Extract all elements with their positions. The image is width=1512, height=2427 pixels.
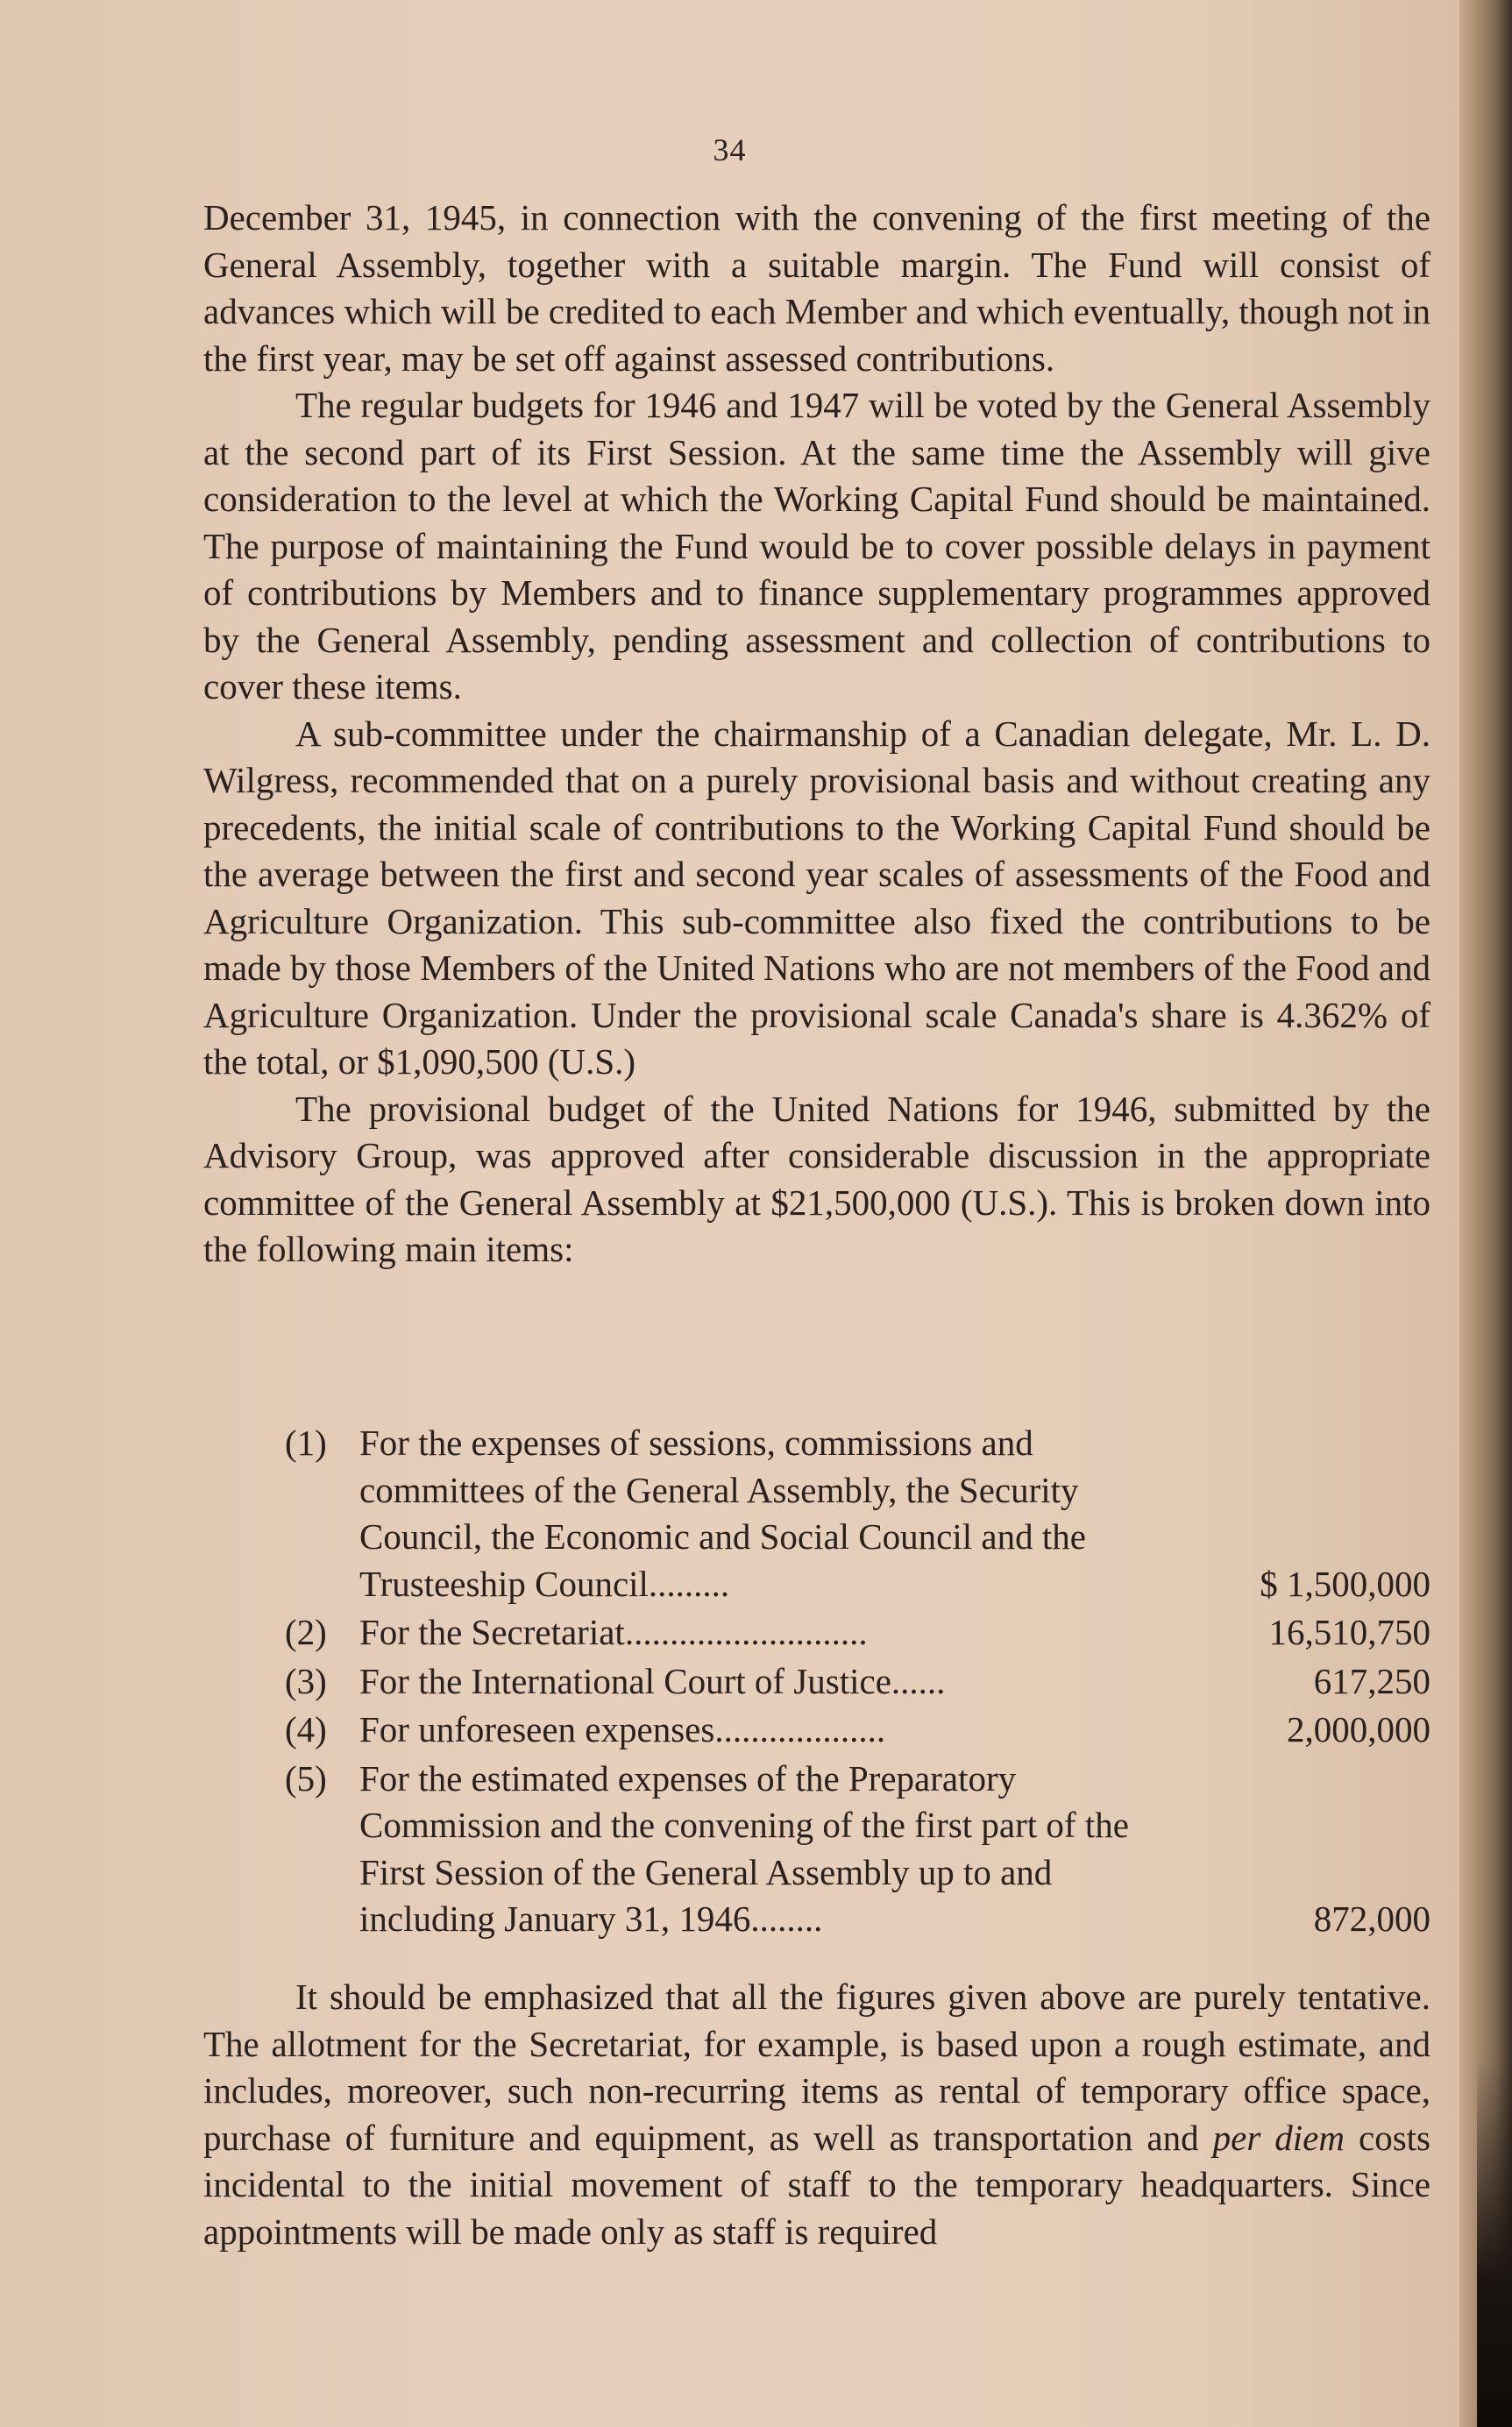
item-number: (2) — [285, 1612, 327, 1652]
item-number: (5) — [285, 1757, 327, 1799]
body-text — [203, 195, 1430, 1274]
paragraph-text-end: costs incidental to the initial movement of staff to the temporary headquarters. Since appointments will be made only as staff is required — [203, 2117, 1430, 2252]
item-amount: 2,000,000 — [1287, 1709, 1430, 1749]
budget-item — [285, 1707, 1430, 1754]
paragraph-text-start: It should be emphasized that all the figures given above are purely tentative. The allotment for the Secretariat, for example, is based upon a rough estimate, and includes, moreover, such non-recurring items as rental of temporary office space, purchase of furniture and equipment, as well as transportation and — [203, 1976, 1430, 2158]
paragraph-sub-committee: A sub-committee under the chairmanship of a Canadian delegate, Mr. L. D. Wilgress, recommended that on a purely provisional basis and without creating any precedents, the initial scale of contributions to the Working Capital Fund should be the average between the first and second year scales of assessments of the Food and Agriculture Organization. This sub-committee also fixed the contributions to be made by those Members of the United Nations who are not members of the Food and Agriculture Organization. Under the provisional scale Canada's share is 4.362% of the total, or $1,090,500 (U.S.) — [203, 713, 1430, 1082]
paragraph-tentative-figures — [203, 1974, 1430, 2255]
budget-item — [285, 1658, 1430, 1706]
budget-item — [285, 1420, 1430, 1607]
closing-text — [203, 1974, 1430, 2255]
item-number: (3) — [285, 1660, 327, 1701]
italic-phrase: per diem — [1212, 2117, 1345, 2158]
item-number: (4) — [285, 1709, 327, 1749]
book-spine-dark-corner — [1477, 2059, 1512, 2427]
item-description: For the estimated expenses of the Preparatory Commission and the convening of the first part of the First Session of the General Assembly up to and including January 31, 1946........ — [359, 1757, 1129, 1939]
budget-item — [285, 1609, 1430, 1657]
item-description: For the Secretariat........................... — [359, 1612, 868, 1652]
item-amount: 16,510,750 — [1268, 1612, 1430, 1652]
item-number: (1) — [285, 1423, 327, 1463]
item-description: For unforeseen expenses................... — [359, 1709, 886, 1749]
paragraph-continuation: December 31, 1945, in connection with the convening of the first meeting of the General Assembly, together with a suitable margin. The Fund will consist of advances which will be credited to each Member and which eventually, though not in the first year, may be set off against assessed contributions. — [203, 197, 1431, 379]
item-amount: 872,000 — [1313, 1898, 1430, 1939]
page-number: 34 — [713, 132, 747, 167]
item-description: For the International Court of Justice...... — [359, 1660, 946, 1701]
paragraph-regular-budgets: The regular budgets for 1946 and 1947 will be voted by the General Assembly at the second part of its First Session. At the same time the Assembly will give consideration to the level at which the Working Capital Fund should be maintained. The purpose of maintaining the Fund would be to cover possible delays in payment of contributions by Members and to finance supplementary programmes approved by the General Assembly, pending assessment and collection of contributions to cover these items. — [203, 385, 1430, 706]
budget-item — [285, 1756, 1430, 1943]
item-description: For the expenses of sessions, commissions and committees of the General Assembly, the Security Council, the Economic and Social Council and the Trusteeship Council......... — [359, 1423, 1086, 1604]
item-amount: 617,250 — [1313, 1660, 1430, 1701]
paragraph-provisional-budget: The provisional budget of the United Nations for 1946, submitted by the Advisory Group, was approved after considerable discussion in the appropriate committee of the General Assembly at $21,500,000 (U.S.). This is broken down into the following main items: — [203, 1088, 1430, 1269]
budget-items-list — [285, 1420, 1430, 1945]
item-amount: $ 1,500,000 — [1260, 1563, 1430, 1604]
